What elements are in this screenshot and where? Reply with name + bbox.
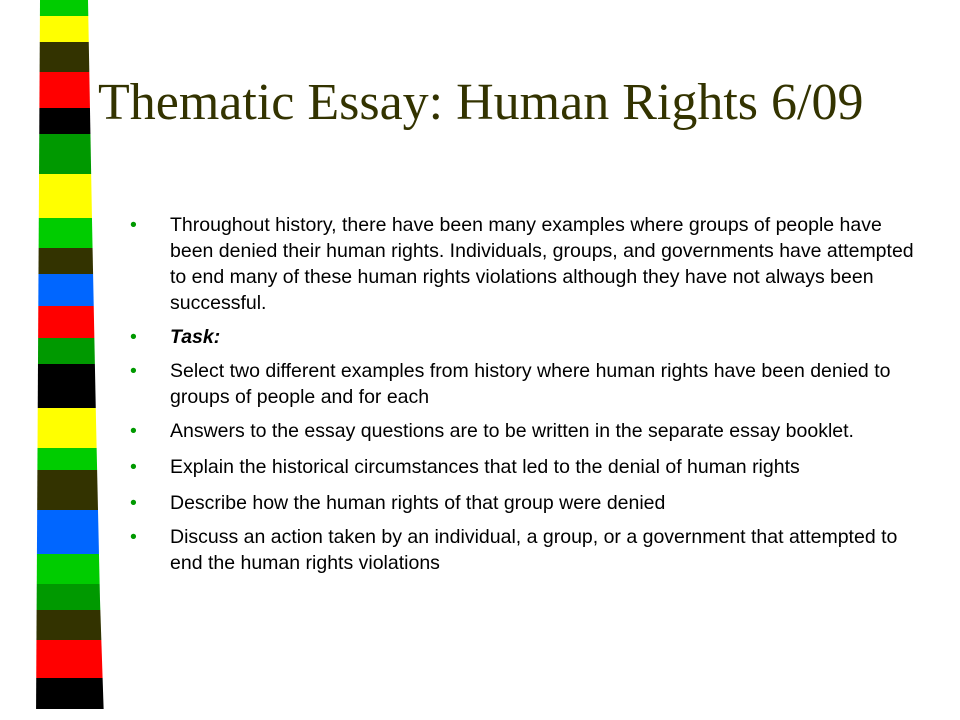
bullet-icon: •: [130, 420, 137, 442]
bullet-icon: •: [130, 526, 137, 548]
bullet-icon: •: [130, 360, 137, 382]
list-item: [130, 454, 930, 480]
decorative-stripe-band: [0, 0, 110, 720]
bullet-text: Discuss an action taken by an individual, a group, or a government that attempted to end the human rights violations: [170, 526, 898, 574]
bullet-icon: •: [130, 214, 137, 236]
slide-title: Thematic Essay: Human Rights 6/09: [98, 74, 864, 131]
bullet-text: Select two different examples from history where human rights have been denied to groups of people and for each: [170, 360, 891, 408]
list-item: [130, 524, 930, 576]
list-item: [130, 418, 930, 444]
task-label: Task:: [170, 326, 221, 348]
list-item: [130, 324, 930, 350]
list-item: [130, 212, 930, 316]
bullet-text: Explain the historical circumstances that led to the denial of human rights: [170, 456, 800, 478]
bullet-icon: •: [130, 492, 137, 514]
bullet-list: [130, 212, 930, 576]
bullet-text: Throughout history, there have been many examples where groups of people have been denied their human rights. Individuals, groups, and governments have attempted to end many of these human rights violations although they have not always been successful.: [170, 214, 914, 314]
bullet-text: Describe how the human rights of that group were denied: [170, 492, 666, 514]
bullet-text: Answers to the essay questions are to be written in the separate essay booklet.: [170, 420, 854, 442]
bullet-icon: •: [130, 326, 137, 348]
list-item: [130, 490, 930, 516]
bullet-icon: •: [130, 456, 137, 478]
list-item: [130, 358, 930, 410]
